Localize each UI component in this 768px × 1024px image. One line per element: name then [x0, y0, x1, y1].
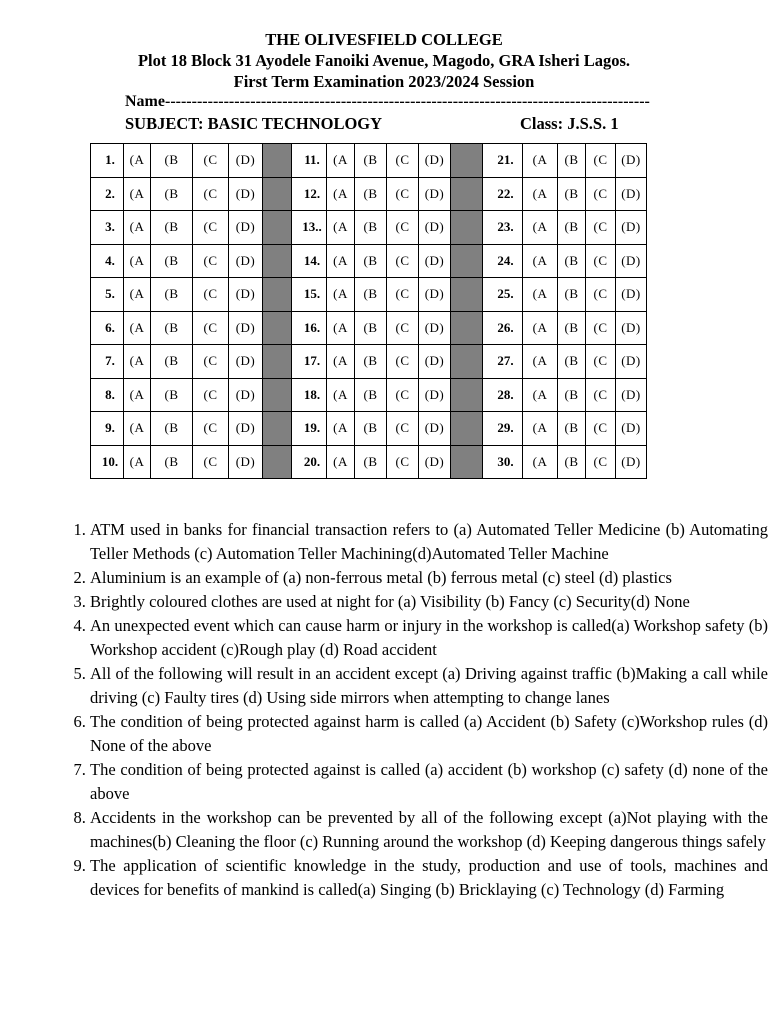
answer-option[interactable]: (D): [616, 211, 647, 245]
question-number: 29.: [483, 412, 523, 446]
answer-option[interactable]: (D): [419, 345, 451, 379]
question-number: 1.: [91, 144, 124, 178]
grid-separator: [263, 378, 292, 412]
question-item: 3. Brightly coloured clothes are used at night for (a) Visibility (b) Fancy (c) Security(d) None: [90, 590, 768, 614]
answer-option[interactable]: (C: [387, 345, 419, 379]
answer-option[interactable]: (B: [355, 211, 387, 245]
question-number: 23.: [483, 211, 523, 245]
answer-option[interactable]: (D): [616, 244, 647, 278]
answer-option[interactable]: (B: [151, 445, 193, 479]
grid-separator: [451, 345, 483, 379]
answer-option[interactable]: (A: [327, 311, 355, 345]
answer-option[interactable]: (A: [124, 311, 151, 345]
grid-separator: [263, 144, 292, 178]
answer-option[interactable]: (D): [419, 144, 451, 178]
question-item: 7. The condition of being protected against is called (a) accident (b) workshop (c) safety (d) none of the above: [90, 758, 768, 806]
answer-option[interactable]: (D): [419, 244, 451, 278]
question-number: 9.: [91, 412, 124, 446]
answer-option[interactable]: (C: [586, 278, 616, 312]
answer-option[interactable]: (D): [419, 177, 451, 211]
answer-option[interactable]: (C: [193, 378, 229, 412]
answer-option[interactable]: (B: [151, 412, 193, 446]
answer-option[interactable]: (B: [355, 412, 387, 446]
question-number: 6.: [91, 311, 124, 345]
question-number: 17.: [292, 345, 327, 379]
answer-option[interactable]: (A: [124, 177, 151, 211]
answer-option[interactable]: (D): [616, 144, 647, 178]
answer-option[interactable]: (B: [558, 244, 586, 278]
answer-option[interactable]: (D): [616, 378, 647, 412]
answer-option[interactable]: (B: [355, 378, 387, 412]
answer-option[interactable]: (A: [327, 211, 355, 245]
answer-option[interactable]: (C: [586, 345, 616, 379]
answer-option[interactable]: (D): [419, 211, 451, 245]
answer-option[interactable]: (B: [151, 211, 193, 245]
answer-option[interactable]: (D): [419, 412, 451, 446]
answer-option[interactable]: (B: [151, 177, 193, 211]
question-item: 1. ATM used in banks for financial transaction refers to (a) Automated Teller Medicine (b) Automating Teller Methods (c) Automation Teller Machining(d)Automated Teller Machine: [90, 518, 768, 566]
answer-option[interactable]: (C: [586, 211, 616, 245]
answer-option[interactable]: (C: [193, 144, 229, 178]
answer-option[interactable]: (A: [523, 278, 558, 312]
grid-separator: [263, 445, 292, 479]
answer-option[interactable]: (D): [229, 244, 263, 278]
answer-option[interactable]: (A: [523, 412, 558, 446]
answer-option[interactable]: (D): [229, 412, 263, 446]
answer-option[interactable]: (C: [586, 177, 616, 211]
answer-option[interactable]: (C: [193, 177, 229, 211]
answer-option[interactable]: (D): [229, 177, 263, 211]
grid-separator: [451, 412, 483, 446]
answer-option[interactable]: (D): [616, 445, 647, 479]
question-number: 3.: [91, 211, 124, 245]
answer-option[interactable]: (A: [327, 144, 355, 178]
answer-option[interactable]: (B: [355, 278, 387, 312]
answer-option[interactable]: (A: [523, 345, 558, 379]
question-number: 11.: [292, 144, 327, 178]
answer-option[interactable]: (A: [327, 412, 355, 446]
answer-grid-row: [91, 211, 647, 245]
answer-option[interactable]: (A: [124, 378, 151, 412]
grid-separator: [451, 211, 483, 245]
question-number: 25.: [483, 278, 523, 312]
answer-option[interactable]: (A: [523, 244, 558, 278]
answer-option[interactable]: (C: [193, 244, 229, 278]
answer-option[interactable]: (A: [124, 278, 151, 312]
question-item: 6. The condition of being protected against harm is called (a) Accident (b) Safety (c)Workshop rules (d) None of the above: [90, 710, 768, 758]
answer-option[interactable]: (C: [586, 378, 616, 412]
answer-option[interactable]: (A: [327, 177, 355, 211]
grid-separator: [451, 311, 483, 345]
grid-separator: [263, 278, 292, 312]
answer-option[interactable]: (D): [229, 445, 263, 479]
answer-grid-row: [91, 311, 647, 345]
answer-option[interactable]: (C: [387, 177, 419, 211]
answer-option[interactable]: (C: [193, 412, 229, 446]
answer-option[interactable]: (D): [616, 412, 647, 446]
question-number: 13..: [292, 211, 327, 245]
answer-option[interactable]: (B: [558, 311, 586, 345]
answer-grid: [90, 143, 647, 479]
question-number: 18.: [292, 378, 327, 412]
answer-option[interactable]: (A: [124, 211, 151, 245]
grid-separator: [263, 311, 292, 345]
answer-option[interactable]: (B: [558, 345, 586, 379]
question-number: 27.: [483, 345, 523, 379]
question-number: 24.: [483, 244, 523, 278]
answer-option[interactable]: (D): [616, 345, 647, 379]
grid-separator: [263, 345, 292, 379]
answer-option[interactable]: (D): [229, 378, 263, 412]
school-address: Plot 18 Block 31 Ayodele Fanoiki Avenue, Magodo, GRA Isheri Lagos.: [137, 51, 631, 70]
answer-option[interactable]: (C: [193, 278, 229, 312]
answer-option[interactable]: (B: [151, 244, 193, 278]
answer-option[interactable]: (B: [151, 311, 193, 345]
answer-option[interactable]: (B: [355, 177, 387, 211]
question-number: 19.: [292, 412, 327, 446]
answer-grid-row: [91, 445, 647, 479]
answer-option[interactable]: (A: [523, 311, 558, 345]
grid-separator: [451, 445, 483, 479]
answer-grid-row: [91, 345, 647, 379]
answer-option[interactable]: (B: [151, 144, 193, 178]
question-item: 2. Aluminium is an example of (a) non-ferrous metal (b) ferrous metal (c) steel (d) plastics: [90, 566, 768, 590]
answer-option[interactable]: (C: [387, 211, 419, 245]
question-item: 9. The application of scientific knowledge in the study, production and use of tools, machines and devices for benefits of mankind is called(a) Singing (b) Bricklaying (c) Technology (d) Farming: [90, 854, 768, 902]
grid-separator: [263, 211, 292, 245]
subject-label: SUBJECT: BASIC TECHNOLOGY: [125, 114, 383, 133]
answer-option[interactable]: (A: [327, 244, 355, 278]
answer-grid-row: [91, 177, 647, 211]
question-number: 7.: [91, 345, 124, 379]
answer-grid-row: [91, 144, 647, 178]
question-number: 4.: [91, 244, 124, 278]
answer-option[interactable]: (B: [558, 144, 586, 178]
answer-option[interactable]: (B: [355, 445, 387, 479]
answer-option[interactable]: (A: [523, 378, 558, 412]
answer-option[interactable]: (D): [229, 144, 263, 178]
answer-option[interactable]: (C: [586, 144, 616, 178]
question-number: 5.: [91, 278, 124, 312]
answer-option[interactable]: (A: [523, 211, 558, 245]
question-item: 5. All of the following will result in an accident except (a) Driving against traffic (b)Making a call while driving (c) Faulty tires (d) Using side mirrors when attempting to change lanes: [90, 662, 768, 710]
answer-option[interactable]: (B: [355, 345, 387, 379]
answer-option[interactable]: (B: [558, 445, 586, 479]
answer-grid-row: [91, 244, 647, 278]
question-number: 12.: [292, 177, 327, 211]
question-item: 4. An unexpected event which can cause harm or injury in the workshop is called(a) Workshop safety (b) Workshop accident (c)Rough play (d) Road accident: [90, 614, 768, 662]
school-name: THE OLIVESFIELD COLLEGE: [265, 30, 503, 49]
answer-option[interactable]: (A: [327, 278, 355, 312]
answer-option[interactable]: (D): [229, 345, 263, 379]
name-line: Name-------------------------------------------------------------------------------------------: [125, 93, 650, 110]
question-number: 10.: [91, 445, 124, 479]
answer-option[interactable]: (A: [523, 177, 558, 211]
class-label: Class: J.S.S. 1: [520, 114, 619, 133]
answer-option[interactable]: (D): [616, 311, 647, 345]
answer-option[interactable]: (B: [558, 378, 586, 412]
answer-option[interactable]: (A: [327, 445, 355, 479]
question-number: 22.: [483, 177, 523, 211]
answer-option[interactable]: (B: [558, 211, 586, 245]
answer-option[interactable]: (C: [387, 144, 419, 178]
question-number: 26.: [483, 311, 523, 345]
question-number: 14.: [292, 244, 327, 278]
answer-option[interactable]: (C: [193, 345, 229, 379]
answer-option[interactable]: (C: [586, 445, 616, 479]
answer-option[interactable]: (B: [558, 177, 586, 211]
exam-title: First Term Examination 2023/2024 Session: [233, 72, 535, 91]
grid-separator: [451, 278, 483, 312]
answer-option[interactable]: (D): [419, 311, 451, 345]
answer-option[interactable]: (A: [523, 144, 558, 178]
answer-option[interactable]: (C: [387, 378, 419, 412]
answer-option[interactable]: (A: [124, 144, 151, 178]
answer-option[interactable]: (C: [193, 445, 229, 479]
answer-option[interactable]: (B: [151, 378, 193, 412]
grid-separator: [263, 412, 292, 446]
answer-option[interactable]: (D): [229, 211, 263, 245]
answer-option[interactable]: (C: [586, 244, 616, 278]
question-number: 28.: [483, 378, 523, 412]
answer-option[interactable]: (B: [355, 244, 387, 278]
answer-grid-row: [91, 378, 647, 412]
answer-option[interactable]: (A: [523, 445, 558, 479]
answer-option[interactable]: (A: [124, 445, 151, 479]
answer-option[interactable]: (B: [151, 345, 193, 379]
answer-option[interactable]: (B: [558, 412, 586, 446]
answer-option[interactable]: (C: [586, 311, 616, 345]
answer-grid-row: [91, 278, 647, 312]
question-number: 8.: [91, 378, 124, 412]
grid-separator: [451, 378, 483, 412]
answer-option[interactable]: (A: [124, 412, 151, 446]
answer-option[interactable]: (C: [387, 311, 419, 345]
answer-option[interactable]: (C: [193, 211, 229, 245]
answer-option[interactable]: (A: [327, 378, 355, 412]
answer-option[interactable]: (D): [616, 278, 647, 312]
question-number: 16.: [292, 311, 327, 345]
answer-option[interactable]: (C: [387, 445, 419, 479]
question-item: 8. Accidents in the workshop can be prevented by all of the following except (a)Not playing with the machines(b) Cleaning the floor (c) Running around the workshop (d) Keeping dangerous things safely: [90, 806, 768, 854]
answer-option[interactable]: (C: [387, 412, 419, 446]
answer-option[interactable]: (A: [327, 345, 355, 379]
answer-option[interactable]: (D): [229, 311, 263, 345]
answer-option[interactable]: (C: [586, 412, 616, 446]
answer-option[interactable]: (B: [558, 278, 586, 312]
answer-option[interactable]: (B: [355, 311, 387, 345]
grid-separator: [451, 244, 483, 278]
question-number: 2.: [91, 177, 124, 211]
answer-option[interactable]: (C: [193, 311, 229, 345]
grid-separator: [263, 244, 292, 278]
answer-option[interactable]: (C: [387, 244, 419, 278]
answer-option[interactable]: (D): [419, 378, 451, 412]
answer-option[interactable]: (D): [419, 445, 451, 479]
answer-option[interactable]: (B: [355, 144, 387, 178]
grid-separator: [451, 144, 483, 178]
answer-option[interactable]: (A: [124, 345, 151, 379]
question-number: 21.: [483, 144, 523, 178]
question-number: 30.: [483, 445, 523, 479]
grid-separator: [263, 177, 292, 211]
answer-option[interactable]: (C: [387, 278, 419, 312]
question-list: [60, 518, 768, 902]
answer-option[interactable]: (D): [419, 278, 451, 312]
question-number: 20.: [292, 445, 327, 479]
answer-option[interactable]: (D): [616, 177, 647, 211]
question-number: 15.: [292, 278, 327, 312]
answer-option[interactable]: (D): [229, 278, 263, 312]
answer-grid-row: [91, 412, 647, 446]
answer-option[interactable]: (A: [124, 244, 151, 278]
grid-separator: [451, 177, 483, 211]
answer-option[interactable]: (B: [151, 278, 193, 312]
